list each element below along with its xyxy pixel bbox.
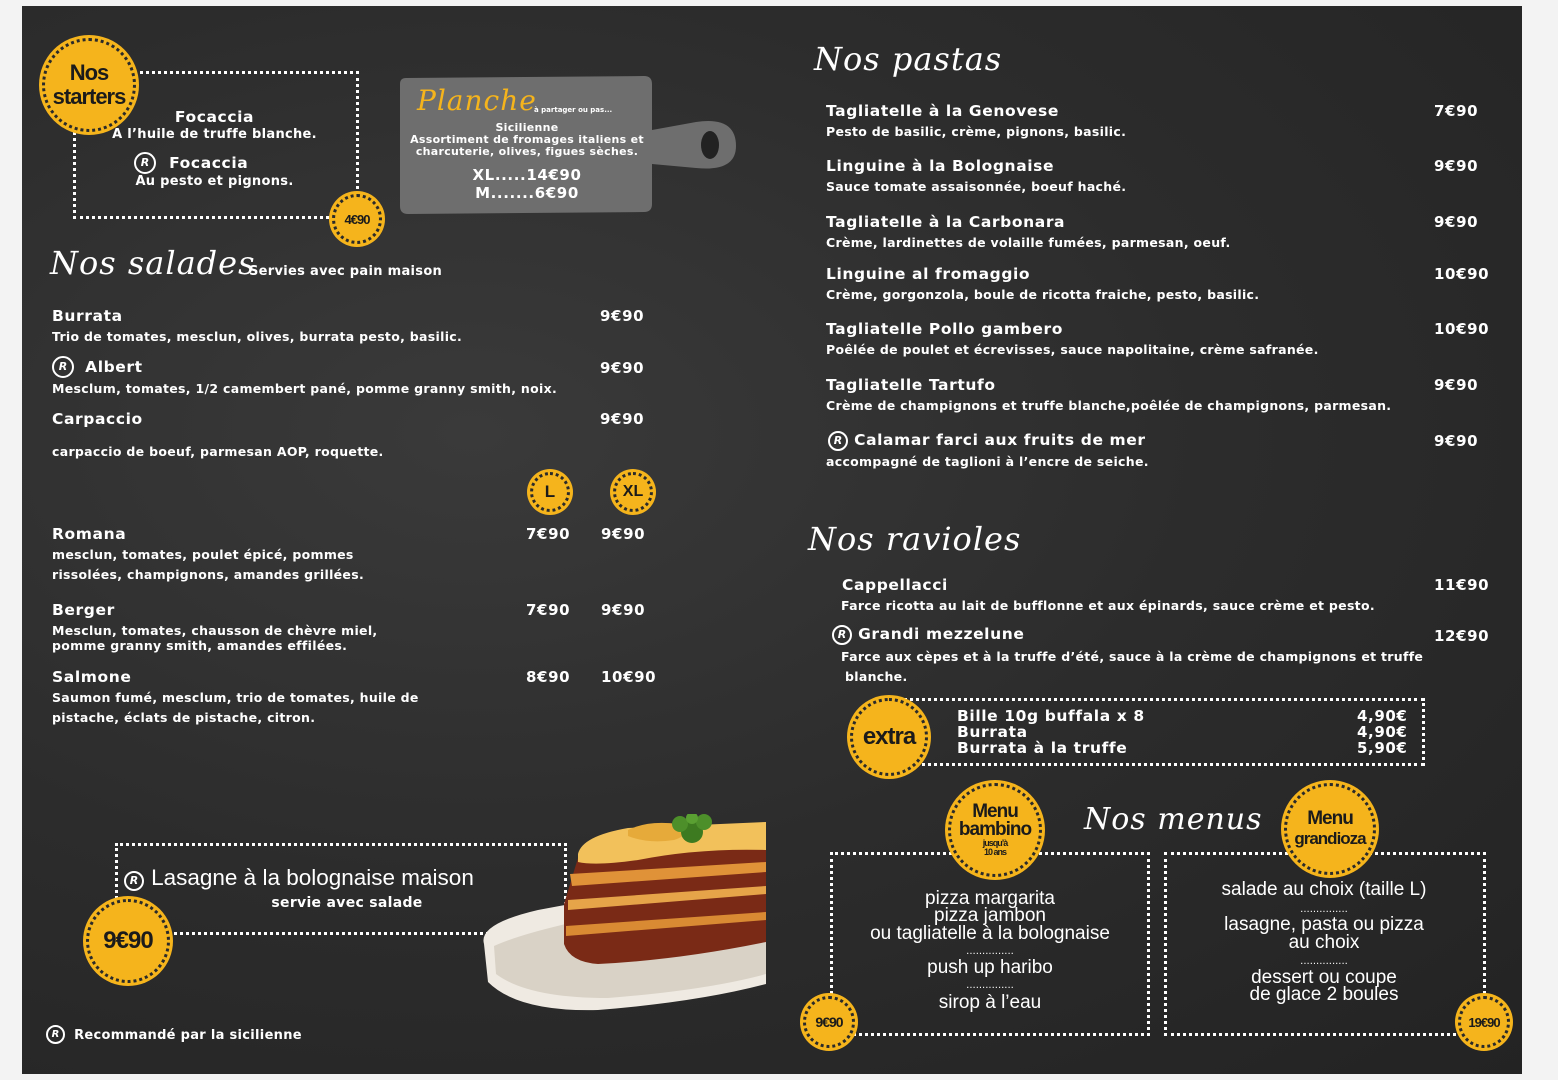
size-l-label: L bbox=[544, 482, 556, 501]
salade-price-3: 9€90 bbox=[600, 410, 645, 428]
pasta-name-3: Tagliatelle à la Carbonara bbox=[826, 213, 1066, 231]
starters-price: 4€90 bbox=[344, 211, 370, 227]
size-xl-badge bbox=[613, 472, 653, 512]
grandioza-line-1: salade au choix (taille L) bbox=[1221, 879, 1427, 900]
grandioza-line-5: de glace 2 boules bbox=[1249, 984, 1399, 1005]
pasta-price-6: 9€90 bbox=[1434, 376, 1479, 394]
bambino-separator-1: ............... bbox=[966, 946, 1014, 957]
raviole-name-2: Grandi mezzelune bbox=[858, 625, 1025, 643]
grandioza-line-4: dessert ou coupe bbox=[1251, 967, 1397, 988]
lasagne-heading bbox=[124, 865, 474, 891]
legend bbox=[46, 1024, 302, 1044]
size-xl-label: XL bbox=[622, 483, 644, 500]
pasta-desc-3: Crème, lardinettes de volaille fumées, parmesan, oeuf. bbox=[826, 235, 1231, 250]
salades-title: Nos salades bbox=[50, 244, 256, 282]
pasta-name-5: Tagliatelle Pollo gambero bbox=[826, 320, 1063, 338]
pasta-price-3: 9€90 bbox=[1434, 213, 1479, 231]
pasta-name-4: Linguine al fromaggio bbox=[826, 265, 1031, 283]
extra-price-2: 4,90€ bbox=[1357, 723, 1408, 741]
grandioza-badge-line1: Menu bbox=[1307, 808, 1353, 829]
raviole-desc1-2: Farce aux cèpes et à la truffe d’été, sauce à la crème de champignons et truffe bbox=[841, 649, 1424, 664]
lasagne-price: 9€90 bbox=[103, 927, 153, 954]
salade-sized-desc2-2: pomme granny smith, amandes effilées. bbox=[52, 638, 348, 653]
starter-desc-1: A l’huile de truffe blanche. bbox=[112, 127, 317, 142]
starter-name-2: Focaccia bbox=[169, 153, 249, 172]
salade-sized-desc2-3: pistache, éclats de pistache, citron. bbox=[52, 710, 316, 725]
raviole-price-1: 11€90 bbox=[1434, 576, 1490, 594]
grandioza-price-badge bbox=[1458, 996, 1510, 1048]
starters-price-badge bbox=[332, 194, 382, 244]
extra-badge-label: extra bbox=[862, 723, 916, 750]
extra-price-3: 5,90€ bbox=[1357, 739, 1408, 757]
planche-subtitle: à partager ou pas... bbox=[534, 106, 613, 114]
bambino-badge-line1: Menu bbox=[972, 801, 1018, 822]
salade-sized-price-xl-3: 10€90 bbox=[601, 668, 657, 686]
salade-name-2: Albert bbox=[85, 357, 143, 376]
planche-title: Planche bbox=[417, 84, 537, 117]
menus-title: Nos menus bbox=[1084, 802, 1263, 837]
starters-badge-line2: starters bbox=[52, 84, 126, 109]
salade-sized-price-l-3: 8€90 bbox=[526, 668, 571, 686]
salade-name-1: Burrata bbox=[52, 307, 123, 325]
recommended-icon: R bbox=[832, 625, 852, 645]
starter-name-1: Focaccia bbox=[174, 108, 255, 126]
salade-sized-desc1-1: mesclun, tomates, poulet épicé, pommes bbox=[52, 547, 354, 562]
salade-desc-1: Trio de tomates, mesclun, olives, burrata pesto, basilic. bbox=[52, 329, 463, 344]
pasta-price-1: 7€90 bbox=[1434, 102, 1479, 120]
planche-price-m: M.......6€90 bbox=[475, 184, 579, 202]
recommended-icon: R bbox=[134, 152, 156, 174]
salade-name-3: Carpaccio bbox=[52, 410, 143, 428]
grandioza-badge bbox=[1284, 783, 1376, 875]
salade-price-1: 9€90 bbox=[600, 307, 645, 325]
salade-sized-name-1: Romana bbox=[52, 525, 127, 543]
raviole-name-1: Cappellacci bbox=[842, 576, 948, 594]
bambino-line-3: ou tagliatelle à la bolognaise bbox=[870, 923, 1110, 944]
raviole-price-2: 12€90 bbox=[1434, 627, 1490, 645]
salade-sized-desc2-1: rissolées, champignons, amandes grillées. bbox=[52, 567, 364, 582]
salade-desc-3: carpaccio de boeuf, parmesan AOP, roquette. bbox=[52, 444, 384, 459]
salade-sized-desc1-3: Saumon fumé, mesclum, trio de tomates, huile de bbox=[52, 690, 419, 705]
extra-name-3: Burrata à la truffe bbox=[957, 739, 1128, 757]
extra-name-1: Bille 10g buffala x 8 bbox=[957, 707, 1145, 725]
bambino-separator-2: ............... bbox=[966, 980, 1014, 991]
lasagne-name: Lasagne à la bolognaise maison bbox=[151, 865, 474, 890]
lasagne-image bbox=[478, 814, 768, 1016]
planche-desc-2: charcuterie, olives, figues sèches. bbox=[415, 145, 639, 158]
salade-sized-name-3: Salmone bbox=[52, 668, 132, 686]
extra-name-2: Burrata bbox=[957, 723, 1028, 741]
salade-price-2: 9€90 bbox=[600, 359, 645, 377]
legend-text: Recommandé par la sicilienne bbox=[74, 1028, 302, 1043]
grandioza-separator-1: ............... bbox=[1300, 904, 1348, 915]
bambino-line-4: push up haribo bbox=[927, 957, 1053, 978]
pasta-desc-7: accompagné de taglioni à l’encre de seiche. bbox=[826, 454, 1149, 469]
grandioza-price: 19€90 bbox=[1468, 1014, 1500, 1030]
bambino-price: 9€90 bbox=[815, 1014, 843, 1030]
ravioles-title: Nos ravioles bbox=[808, 520, 1022, 558]
pastas-title: Nos pastas bbox=[814, 40, 1003, 78]
pasta-desc-6: Crème de champignons et truffe blanche,poêlée de champignons, parmesan. bbox=[826, 398, 1392, 413]
grandioza-badge-line2: grandioza bbox=[1294, 829, 1366, 848]
extra-badge bbox=[850, 698, 928, 776]
extra-price-1: 4,90€ bbox=[1357, 707, 1408, 725]
recommended-icon: R bbox=[828, 431, 848, 451]
salade-sized-price-xl-2: 9€90 bbox=[601, 601, 646, 619]
planche-name: Sicilienne bbox=[495, 121, 559, 134]
pasta-item-7 bbox=[828, 430, 1146, 451]
pasta-price-5: 10€90 bbox=[1434, 320, 1490, 338]
bambino-line-1: pizza margarita bbox=[925, 888, 1055, 909]
bambino-badge-line3: jusqu’à bbox=[982, 838, 1008, 848]
lasagne-desc: servie avec salade bbox=[271, 895, 423, 911]
pasta-name-1: Tagliatelle à la Genovese bbox=[826, 102, 1059, 120]
pasta-desc-5: Poêlée de poulet et écrevisses, sauce napolitaine, crème safranée. bbox=[826, 342, 1319, 357]
menu-board bbox=[22, 6, 1522, 1074]
pasta-desc-2: Sauce tomate assaisonnée, boeuf haché. bbox=[826, 179, 1127, 194]
raviole-item-2 bbox=[832, 624, 1024, 645]
starter-desc-2: Au pesto et pignons. bbox=[135, 174, 294, 189]
salade-sized-price-l-2: 7€90 bbox=[526, 601, 571, 619]
pasta-price-4: 10€90 bbox=[1434, 265, 1490, 283]
bambino-price-badge bbox=[803, 996, 855, 1048]
grandioza-line-2: lasagne, pasta ou pizza bbox=[1224, 914, 1424, 935]
starter-item-2 bbox=[134, 152, 248, 174]
starters-badge-line1: Nos bbox=[69, 60, 109, 85]
bambino-badge bbox=[948, 783, 1042, 877]
pasta-name-7: Calamar farci aux fruits de mer bbox=[854, 431, 1146, 449]
bambino-line-5: sirop à l’eau bbox=[938, 992, 1042, 1013]
pasta-price-2: 9€90 bbox=[1434, 157, 1479, 175]
salade-desc-2: Mesclum, tomates, 1/2 camembert pané, pomme granny smith, noix. bbox=[52, 381, 558, 396]
pasta-name-6: Tagliatelle Tartufo bbox=[826, 376, 996, 394]
pasta-price-7: 9€90 bbox=[1434, 432, 1479, 450]
planche-desc-1: Assortiment de fromages italiens et bbox=[410, 133, 644, 146]
grandioza-line-3: au choix bbox=[1288, 932, 1360, 953]
recommended-icon: R bbox=[124, 871, 144, 891]
lasagne-price-badge bbox=[86, 899, 170, 983]
recommended-icon: R bbox=[52, 356, 74, 378]
recommended-icon: R bbox=[46, 1025, 65, 1044]
salade-item-2 bbox=[52, 356, 143, 378]
size-l-badge bbox=[530, 472, 570, 512]
bambino-badge-line2: bambino bbox=[958, 819, 1032, 840]
pasta-desc-1: Pesto de basilic, crème, pignons, basilic. bbox=[826, 124, 1127, 139]
salade-sized-name-2: Berger bbox=[52, 601, 115, 619]
salade-sized-price-l-1: 7€90 bbox=[526, 525, 571, 543]
pasta-desc-4: Crème, gorgonzola, boule de ricotta fraiche, pesto, basilic. bbox=[826, 287, 1260, 302]
raviole-desc2-2: blanche. bbox=[845, 669, 908, 684]
pasta-name-2: Linguine à la Bolognaise bbox=[826, 157, 1055, 175]
salade-sized-price-xl-1: 9€90 bbox=[601, 525, 646, 543]
bambino-line-2: pizza jambon bbox=[934, 905, 1046, 926]
raviole-desc1-1: Farce ricotta au lait de bufflonne et aux épinards, sauce crème et pesto. bbox=[841, 598, 1375, 613]
planche-price-xl: XL.....14€90 bbox=[472, 166, 582, 184]
salades-subtitle: Servies avec pain maison bbox=[249, 264, 443, 279]
salade-sized-desc1-2: Mesclun, tomates, chausson de chèvre miel, bbox=[52, 623, 378, 638]
grandioza-separator-2: ............... bbox=[1300, 956, 1348, 967]
bambino-badge-line4: 10 ans bbox=[983, 847, 1007, 857]
